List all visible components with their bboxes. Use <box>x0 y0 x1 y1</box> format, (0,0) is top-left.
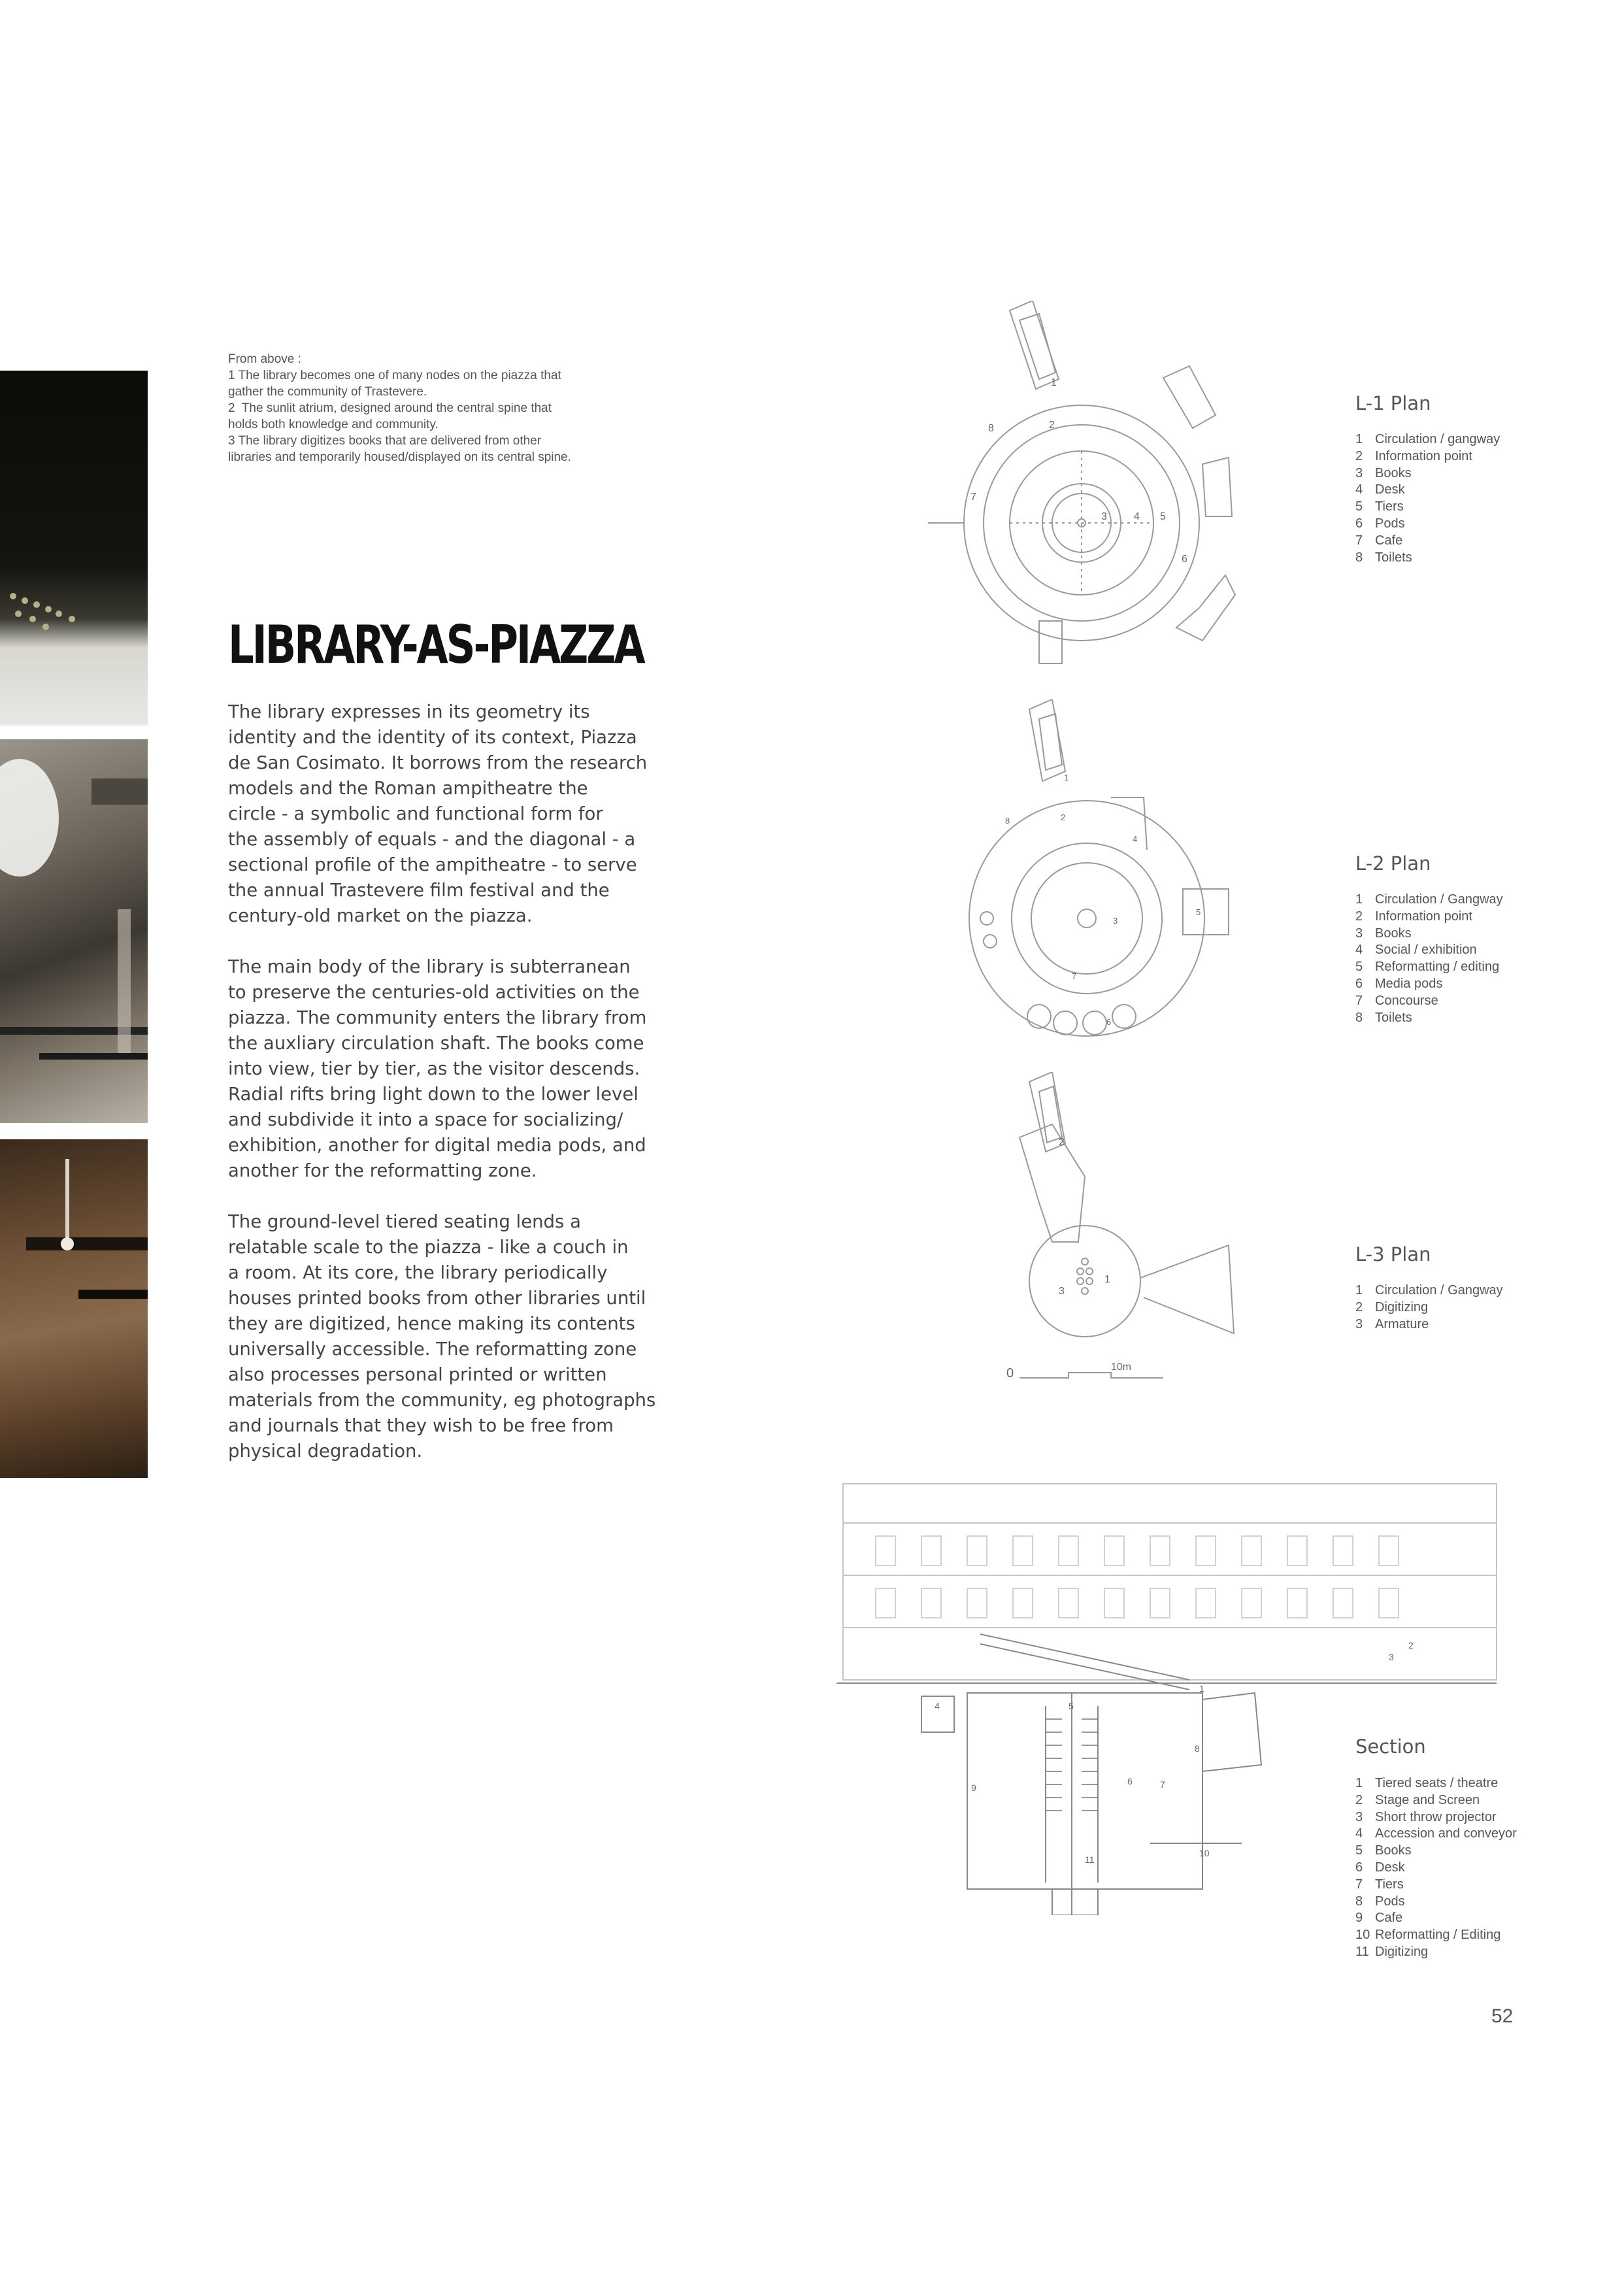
legend-item: 7 Cafe <box>1355 533 1403 548</box>
l3-label: 2 <box>1059 1137 1065 1148</box>
section-label: 1 <box>1199 1683 1204 1694</box>
l1-label: 3 <box>1101 511 1107 522</box>
legend-item: 6 Desk <box>1355 1860 1405 1875</box>
text-line: another for the reformatting zone. <box>228 1160 537 1181</box>
l1-label: 4 <box>1134 511 1140 522</box>
l2-plan-drawing <box>967 699 1274 1065</box>
legend-item: 3 Armature <box>1355 1316 1429 1331</box>
text-line: century-old market on the piazza. <box>228 905 533 926</box>
l3-label: 1 <box>1104 1274 1110 1285</box>
photo-digitizing-model <box>0 1139 148 1478</box>
l2-label: 2 <box>1061 812 1066 822</box>
section-label: 7 <box>1160 1779 1165 1790</box>
text-line: circle - a symbolic and functional form for <box>228 803 603 824</box>
l2-label: 3 <box>1113 916 1118 926</box>
text-line: models and the Roman ampitheatre the <box>228 778 588 799</box>
section-title: Section <box>1355 1735 1426 1758</box>
text-line: sectional profile of the ampitheatre - to serve <box>228 854 637 875</box>
l2-label: 8 <box>1005 816 1010 826</box>
text-line: and subdivide it into a space for socializing/ <box>228 1109 623 1130</box>
legend-item: 1 Circulation / Gangway <box>1355 892 1503 907</box>
text-line: they are digitized, hence making its contents <box>228 1313 635 1334</box>
text-line: materials from the community, eg photographs <box>228 1390 656 1411</box>
section-legend <box>1355 1775 1517 1961</box>
legend-item: 8 Toilets <box>1355 550 1412 565</box>
legend-item: 4 Desk <box>1355 482 1405 497</box>
text-line: a room. At its core, the library periodically <box>228 1262 608 1283</box>
photo-sunlit-atrium <box>0 739 148 1123</box>
l1-plan-legend <box>1355 431 1500 566</box>
text-line: houses printed books from other libraries until <box>228 1288 646 1309</box>
caption-line: gather the community of Trastevere. <box>228 385 427 399</box>
legend-item: 2 Information point <box>1355 448 1472 463</box>
l1-label: 2 <box>1049 420 1055 431</box>
l1-label: 5 <box>1160 511 1166 522</box>
l1-label: 1 <box>1051 377 1057 388</box>
text-line: the annual Trastevere film festival and the <box>228 880 610 901</box>
l1-label: 7 <box>970 492 976 503</box>
legend-item: 1 Circulation / gangway <box>1355 432 1500 446</box>
legend-item: 3 Books <box>1355 926 1412 941</box>
text-line: into view, tier by tier, as the visitor descends. <box>228 1058 640 1079</box>
l2-plan-title: L-2 Plan <box>1355 852 1431 875</box>
l2-label: 7 <box>1072 971 1077 981</box>
page-number: 52 <box>1491 2005 1514 2027</box>
text-line: also processes personal printed or written <box>228 1364 607 1385</box>
caption-line: From above : <box>228 352 301 366</box>
legend-item: 6 Pods <box>1355 516 1405 531</box>
text-line: universally accessible. The reformatting zone <box>228 1339 637 1360</box>
section-label: 8 <box>1195 1743 1200 1754</box>
text-line: The main body of the library is subterranean <box>228 956 631 977</box>
caption-line: holds both knowledge and community. <box>228 418 439 431</box>
text-line: de San Cosimato. It borrows from the research <box>228 752 648 773</box>
section-label: 6 <box>1127 1776 1133 1786</box>
section-label: 5 <box>1069 1701 1074 1711</box>
legend-item: 1 Tiered seats / theatre <box>1355 1776 1499 1790</box>
section-label: 3 <box>1389 1652 1394 1662</box>
legend-item: 5 Reformatting / editing <box>1355 960 1500 975</box>
legend-item: 6 Media pods <box>1355 976 1443 991</box>
caption-line: 3 The library digitizes books that are delivered from other <box>228 434 542 448</box>
body-paragraph-2 <box>228 954 659 1184</box>
text-line: piazza. The community enters the library from <box>228 1007 647 1028</box>
legend-item: 4 Social / exhibition <box>1355 943 1477 958</box>
legend-item: 9 Cafe <box>1355 1911 1403 1926</box>
legend-item: 10 Reformatting / Editing <box>1355 1928 1501 1943</box>
model-figures-illustration <box>0 371 148 726</box>
legend-item: 5 Tiers <box>1355 499 1404 514</box>
l3-plan-legend <box>1355 1282 1503 1333</box>
legend-item: 1 Circulation / Gangway <box>1355 1283 1503 1297</box>
caption-line: 1 The library becomes one of many nodes on the piazza that <box>228 369 561 382</box>
l2-label: 4 <box>1133 834 1138 844</box>
l2-label: 5 <box>1196 907 1201 917</box>
text-line: Radial rifts bring light down to the lower level <box>228 1084 638 1105</box>
text-line: The library expresses in its geometry its <box>228 701 590 722</box>
section-label: 9 <box>971 1783 976 1793</box>
scale-bar-end: 10m <box>1111 1362 1132 1373</box>
section-label: 4 <box>935 1701 940 1711</box>
photo-model-from-above <box>0 371 148 726</box>
section-label: 2 <box>1408 1640 1414 1650</box>
text-line: the auxliary circulation shaft. The books come <box>228 1033 644 1054</box>
l1-plan-title: L-1 Plan <box>1355 392 1431 414</box>
legend-item: 4 Accession and conveyor <box>1355 1826 1517 1841</box>
legend-item: 8 Pods <box>1355 1894 1405 1909</box>
l3-label: 3 <box>1059 1286 1065 1297</box>
legend-item: 2 Information point <box>1355 909 1472 924</box>
legend-item: 2 Stage and Screen <box>1355 1792 1480 1807</box>
legend-item: 2 Digitizing <box>1355 1299 1429 1314</box>
text-line: physical degradation. <box>228 1441 423 1462</box>
section-label: 11 <box>1085 1854 1095 1865</box>
text-line: The ground-level tiered seating lends a <box>228 1211 581 1232</box>
l1-label: 6 <box>1182 554 1187 565</box>
text-line: relatable scale to the piazza - like a couch in <box>228 1237 629 1258</box>
atrium-illustration <box>0 739 148 1123</box>
l3-plan-drawing <box>1006 1072 1268 1353</box>
page-title: LIBRARY-AS-PIAZZA <box>228 614 644 675</box>
text-line: identity and the identity of its context, Piazza <box>228 727 637 748</box>
body-paragraph-3 <box>228 1209 659 1464</box>
section-label: 10 <box>1199 1848 1210 1858</box>
legend-item: 11 Digitizing <box>1355 1944 1429 1959</box>
l2-plan-legend <box>1355 892 1503 1026</box>
scale-bar-start: 0 <box>1006 1366 1014 1381</box>
l1-label: 8 <box>988 423 994 434</box>
caption-line: 2 The sunlit atrium, designed around the central spine that <box>228 401 552 415</box>
text-line: the assembly of equals - and the diagonal - a <box>228 829 636 850</box>
legend-item: 7 Tiers <box>1355 1877 1404 1892</box>
l2-label: 6 <box>1106 1017 1112 1027</box>
model-section-illustration <box>0 1139 148 1478</box>
caption-line: libraries and temporarily housed/displayed on its central spine. <box>228 450 571 464</box>
legend-item: 8 Toilets <box>1355 1010 1412 1025</box>
text-line: to preserve the centuries-old activities on the <box>228 982 640 1003</box>
legend-item: 3 Short throw projector <box>1355 1809 1497 1824</box>
body-paragraph-1 <box>228 699 659 929</box>
l1-plan-drawing <box>928 301 1281 693</box>
l3-plan-title: L-3 Plan <box>1355 1243 1431 1265</box>
legend-item: 5 Books <box>1355 1843 1412 1858</box>
text-line: and journals that they wish to be free from <box>228 1415 614 1436</box>
l2-label: 1 <box>1064 773 1069 782</box>
legend-item: 7 Concourse <box>1355 993 1438 1008</box>
scale-bar <box>1006 1353 1202 1386</box>
text-line: exhibition, another for digital media pods, and <box>228 1135 646 1156</box>
legend-item: 3 Books <box>1355 465 1412 480</box>
image-caption <box>228 351 627 465</box>
